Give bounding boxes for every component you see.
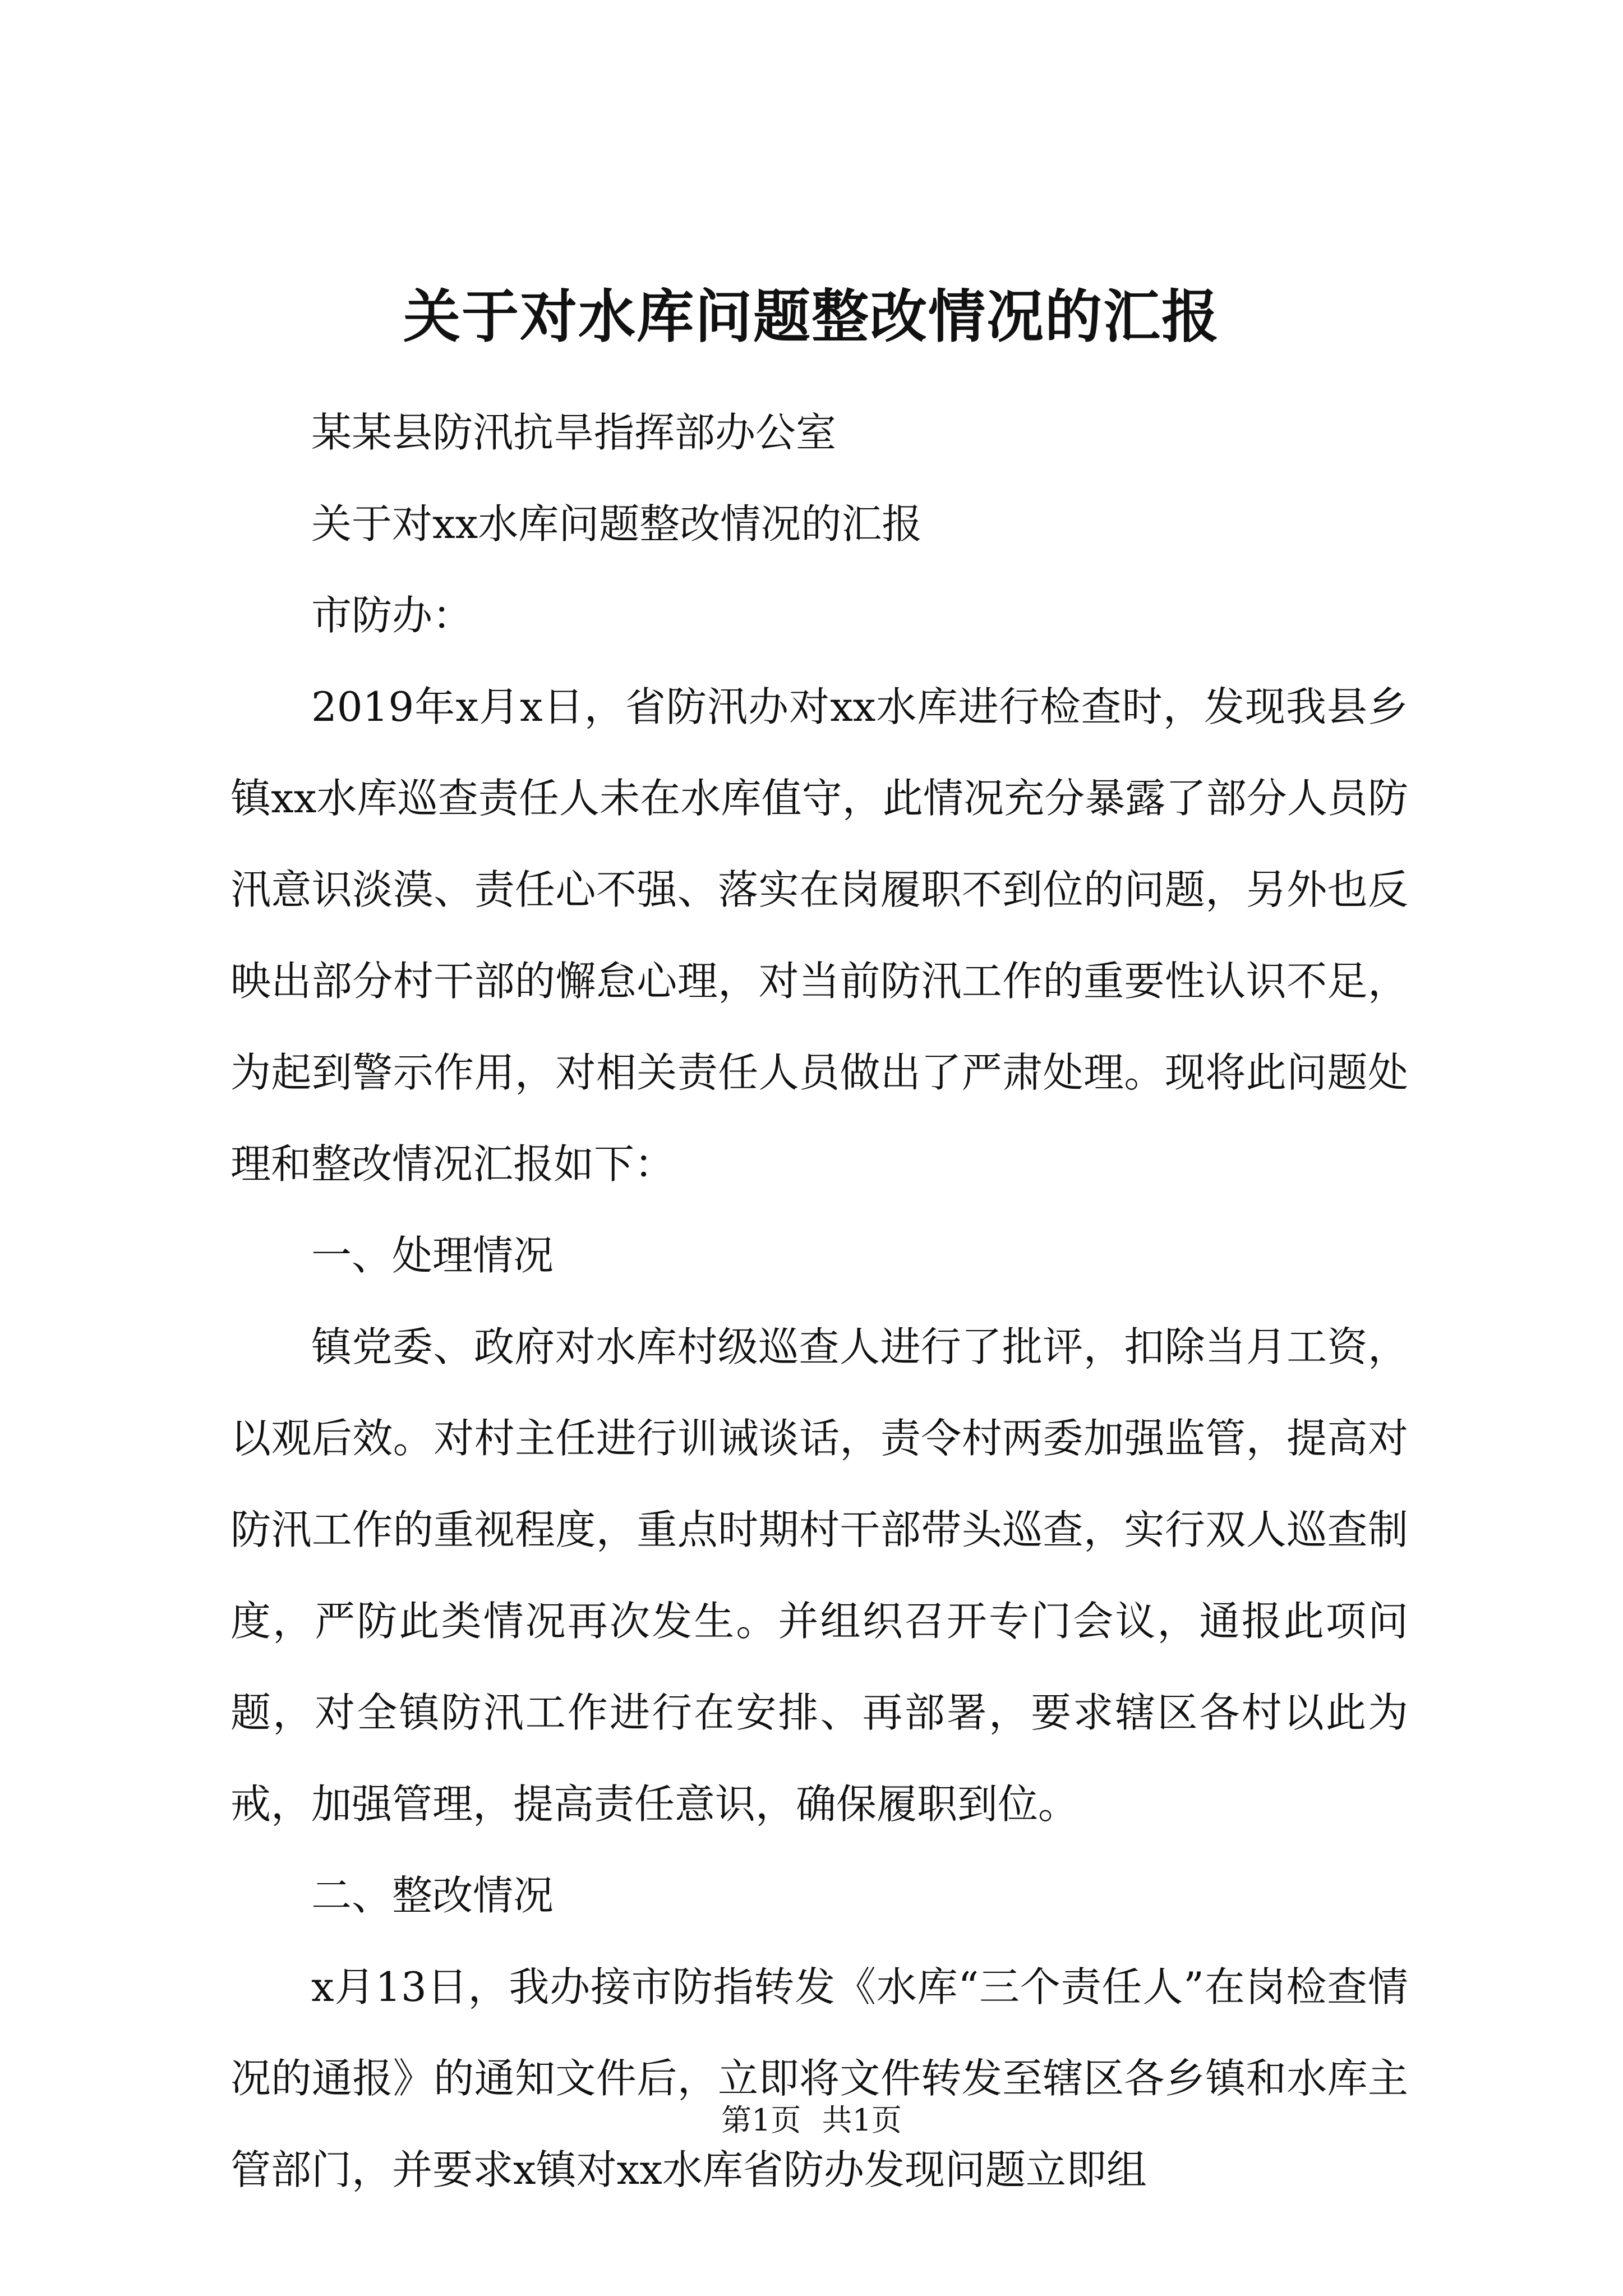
recipient-line: 市防办： [311,592,473,639]
intro-paragraph: 2019年x月x日，省防汛办对xx水库进行检查时，发现我县乡镇xx水库巡查责任人未在水库值守，此情况充分暴露了部分人员防汛意识淡漠、责任心不强、落实在岗履职不到位的问题，另外也反映出部分村干部的懈怠心理，对当前防汛工作的重要性认识不足，为起到警示作用，对相关责任人员做出了严肃处理。现将此问题处理和整改情况汇报如下： [230,683,1408,1188]
page-total: 共1页 [822,2102,902,2138]
section-heading-handling: 一、处理情况 [311,1232,554,1279]
page-number: 第1页 [721,2102,801,2138]
report-subject: 关于对xx水库问题整改情况的汇报 [311,500,923,547]
page-footer [0,2101,1623,2140]
rectification-paragraph: x月13日，我办接市防指转发《水库“三个责任人”在岗检查情况的通报》的通知文件后，立即将文件转发至辖区各乡镇和水库主管部门，并要求x镇对xx水库省防办发现问题立即组 [230,1963,1408,2193]
document-title: 关于对水库问题整改情况的汇报 [403,283,1220,351]
document-body [230,387,1408,2216]
issuing-office: 某某县防汛抗旱指挥部办公室 [311,409,837,456]
handling-paragraph: 镇党委、政府对水库村级巡查人进行了批评，扣除当月工资，以观后效。对村主任进行训诫谈话，责令村两委加强监管，提高对防汛工作的重视程度，重点时期村干部带头巡查，实行双人巡查制度，严防此类情况再次发生。并组织召开专门会议，通报此项问题，对全镇防汛工作进行在安排、再部署，要求辖区各村以此为戒，加强管理，提高责任意识，确保履职到位。 [230,1323,1408,1828]
section-heading-rectification: 二、整改情况 [311,1872,554,1919]
